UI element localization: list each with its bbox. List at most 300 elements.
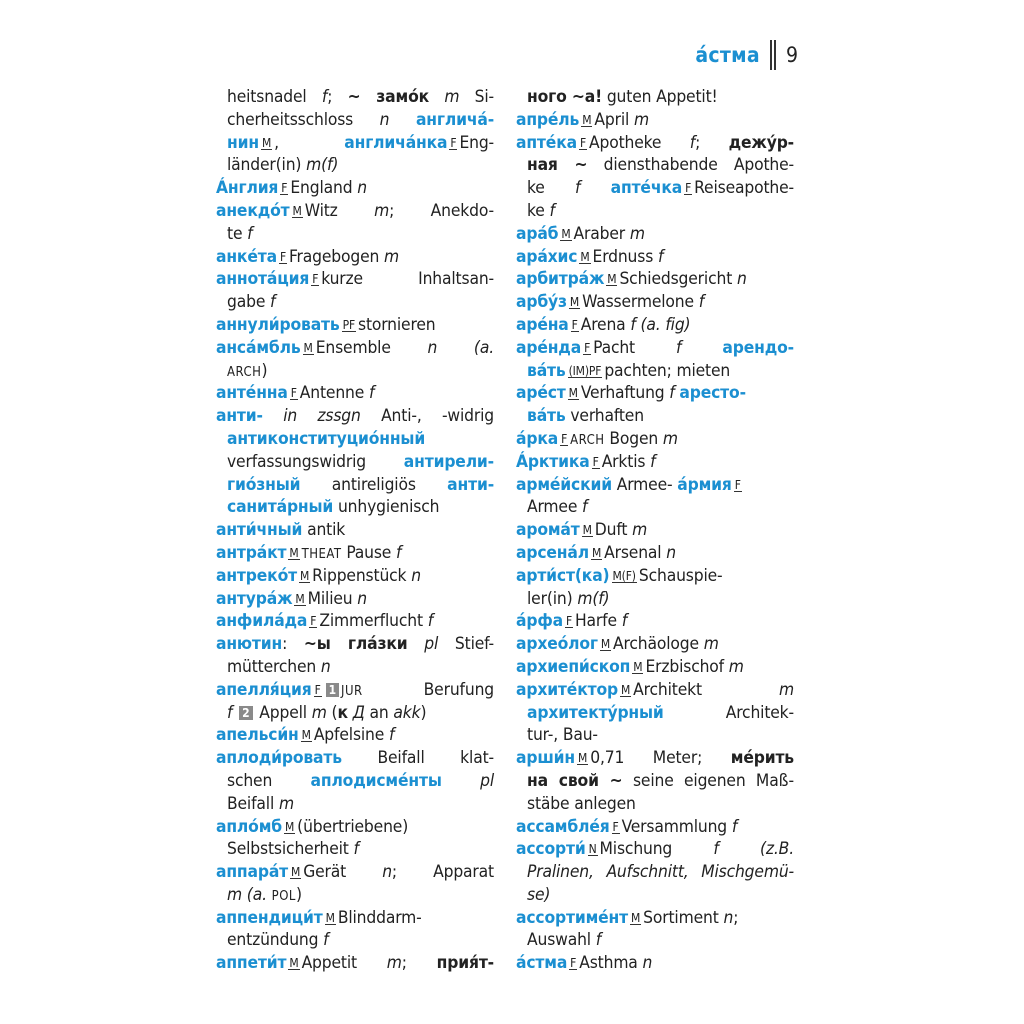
- sense-number: 1: [326, 683, 339, 697]
- dictionary-line: [516, 314, 794, 337]
- entry-text: n: [382, 862, 392, 883]
- gender-label: (IM)PF: [568, 363, 602, 378]
- entry-text: [232, 703, 237, 723]
- headword: Áнглия: [216, 178, 279, 199]
- entry-text: n: [357, 588, 368, 609]
- dictionary-line: [216, 109, 494, 132]
- headword: ассортимéнт: [516, 907, 628, 928]
- dictionary-line: [516, 633, 794, 656]
- gender-label: F: [579, 135, 586, 150]
- headword: Áрктика: [516, 451, 590, 472]
- headword: аромáт: [516, 520, 580, 541]
- left-column: [216, 86, 494, 975]
- headword: аплоди́ровать: [216, 748, 342, 769]
- entry-text: ,: [274, 132, 345, 153]
- dictionary-line: [516, 496, 794, 519]
- gender-label: M: [620, 682, 631, 697]
- headword: арáхис: [516, 246, 578, 267]
- entry-text: m: [384, 246, 400, 267]
- dictionary-line: [516, 542, 794, 565]
- entry-text: f: [676, 337, 682, 358]
- entry-text: se): [527, 884, 551, 905]
- dictionary-line: [216, 747, 494, 770]
- entry-text: f: [595, 930, 602, 951]
- entry-text: Apotheke: [589, 132, 690, 153]
- entry-text: m: [386, 953, 402, 974]
- entry-text: Selbstsicherheit: [227, 839, 354, 860]
- entry-text: f: [427, 611, 434, 632]
- entry-text: Armee: [527, 497, 583, 518]
- entry-text: Wassermelone: [582, 292, 699, 313]
- entry-text: f: [270, 292, 276, 313]
- entry-text: England: [290, 178, 358, 199]
- gender-label: F: [570, 956, 577, 971]
- entry-text: antireligiös: [300, 474, 448, 495]
- dictionary-line: [516, 246, 794, 269]
- headword: арéст: [516, 383, 566, 404]
- headword: антурáж: [216, 588, 293, 609]
- dictionary-line: [216, 724, 494, 747]
- dictionary-line: [216, 929, 494, 952]
- dictionary-line: [516, 816, 794, 839]
- entry-text: Berufung: [362, 679, 494, 700]
- entry-text: m: [728, 656, 744, 677]
- gender-label: F: [571, 317, 578, 332]
- gender-label: F: [561, 431, 568, 446]
- entry-text: Ensemble: [315, 337, 428, 358]
- gender-label: F: [312, 272, 319, 287]
- dictionary-line: [216, 314, 494, 337]
- headword: англичá-: [415, 109, 494, 130]
- headword: апелля́ция: [216, 679, 312, 700]
- dictionary-line: [216, 884, 494, 907]
- dictionary-line: [516, 884, 794, 907]
- dictionary-line: [216, 223, 494, 246]
- entry-text: f (a. fig): [630, 314, 691, 335]
- gender-label: M: [301, 728, 311, 743]
- headword: анкéта: [216, 246, 277, 267]
- gender-label: F: [584, 340, 591, 355]
- gender-label: M: [631, 910, 641, 925]
- dictionary-line: [216, 382, 494, 405]
- dictionary-line: [516, 154, 794, 177]
- entry-text: Pacht: [593, 337, 677, 358]
- dictionary-line: [216, 952, 494, 975]
- entry-text: Auswahl: [527, 930, 596, 951]
- gender-label: M: [568, 386, 578, 401]
- gender-label: M: [591, 545, 602, 560]
- dictionary-line: [516, 610, 794, 633]
- entry-text: cherheitsschloss: [227, 109, 380, 130]
- entry-text: [580, 178, 610, 198]
- entry-text: verfassungswidrig: [227, 451, 404, 472]
- usage-label: THEAT: [301, 546, 342, 562]
- entry-text: Stief-: [438, 634, 494, 655]
- headword: арéна: [516, 314, 569, 335]
- entry-text: ler(in): [527, 588, 578, 609]
- dictionary-line: [216, 200, 494, 223]
- dictionary-line: [216, 702, 494, 725]
- usage-label: ARCH: [570, 432, 605, 448]
- headword: аннотáция: [216, 269, 310, 290]
- dictionary-line: [216, 496, 494, 519]
- entry-text: ного ~а!: [527, 87, 603, 107]
- headword: ансáмбль: [216, 337, 301, 358]
- entry-text: stornieren: [358, 314, 436, 335]
- entry-text: n: [642, 953, 653, 974]
- entry-text: m(f): [577, 588, 610, 609]
- gender-label: M: [578, 751, 588, 766]
- entry-text: Arena: [580, 314, 631, 335]
- dictionary-line: [216, 565, 494, 588]
- headword: апрéль: [516, 109, 580, 130]
- entry-text: m: [629, 223, 645, 244]
- entry-text: Sortiment: [643, 907, 724, 928]
- entry-text: an: [364, 702, 394, 723]
- entry-text: Si-: [459, 87, 494, 107]
- entry-text: Versammlung: [621, 816, 732, 837]
- entry-text: Beifall: [227, 793, 279, 814]
- headword: ассорти́: [516, 839, 586, 860]
- entry-text: April: [594, 109, 634, 130]
- entry-text: Anti-, -widrig: [360, 406, 494, 427]
- entry-text: ~ замóк: [347, 87, 430, 107]
- entry-text: ;: [327, 87, 348, 107]
- entry-text: Gerät: [303, 862, 383, 883]
- dictionary-line: [516, 291, 794, 314]
- entry-text: f: [731, 816, 738, 837]
- headword: арши́н: [516, 748, 576, 769]
- headword: антéнна: [216, 383, 288, 404]
- entry-text: Pralinen, Aufschnitt, Mischgemü-: [527, 862, 794, 883]
- entry-text: Duft: [594, 520, 633, 541]
- headword: анфилáда: [216, 611, 308, 632]
- headword: антирели-: [403, 451, 494, 472]
- entry-text: ;: [401, 953, 437, 974]
- dictionary-line: [216, 679, 494, 702]
- entry-text: m: [703, 634, 719, 655]
- entry-text: мéрить: [730, 748, 794, 769]
- entry-text: Arktis: [601, 451, 651, 472]
- entry-text: Asthma: [579, 953, 643, 974]
- gender-label: F: [612, 819, 619, 834]
- entry-text: f: [689, 132, 696, 153]
- entry-text: прия́т-: [436, 953, 494, 974]
- dictionary-line: [516, 747, 794, 770]
- entry-text: f: [669, 383, 675, 404]
- entry-text: f: [574, 178, 581, 199]
- gender-label: M: [303, 340, 313, 355]
- dictionary-line: [516, 770, 794, 793]
- dictionary-line: [216, 588, 494, 611]
- entry-text: [442, 771, 480, 791]
- dictionary-line: [216, 861, 494, 884]
- usage-label: ARCH: [227, 364, 262, 380]
- entry-text: m: [662, 428, 678, 449]
- headword: áрфа: [516, 611, 563, 632]
- gender-label: F: [565, 614, 572, 629]
- entry-text: m: [278, 793, 294, 814]
- headword: арбу́з: [516, 292, 567, 313]
- headword: англичáнка: [344, 132, 448, 153]
- headword: аппендици́т: [216, 907, 323, 928]
- gender-label: F: [734, 477, 741, 492]
- entry-text: Schauspie-: [638, 565, 723, 586]
- dictionary-line: [216, 838, 494, 861]
- entry-text: Erzbischof: [645, 656, 729, 677]
- entry-text: (: [326, 702, 338, 723]
- gender-label: M: [289, 956, 299, 971]
- entry-text: Beifall klat-: [341, 748, 494, 769]
- dictionary-line: [516, 109, 794, 132]
- dictionary-line: [216, 907, 494, 930]
- entry-text: gabe: [227, 292, 271, 313]
- dictionary-line: [216, 542, 494, 565]
- entry-text: (übertriebene): [297, 816, 409, 837]
- gender-label: M: [295, 591, 305, 606]
- headword: вáть: [527, 406, 566, 427]
- entry-text: pachten; mieten: [604, 360, 731, 381]
- dictionary-line: [216, 177, 494, 200]
- entry-text: Blinddarm-: [337, 907, 422, 928]
- dictionary-line: [516, 588, 794, 611]
- entry-text: pl: [424, 634, 439, 655]
- dictionary-line: [516, 793, 794, 816]
- entry-text: Rippenstück: [312, 565, 412, 586]
- entry-text: [389, 110, 416, 130]
- entry-text: f: [227, 702, 233, 723]
- page-number: 9: [785, 43, 798, 67]
- entry-text: Schiedsgericht: [619, 269, 737, 290]
- headword: áрка: [516, 428, 559, 449]
- entry-text: länder(in): [227, 155, 307, 176]
- entry-text: f: [657, 246, 664, 267]
- entry-text: Witz: [304, 200, 375, 221]
- dictionary-line: [516, 405, 794, 428]
- gender-label: M: [289, 545, 299, 560]
- headword: апельси́н: [216, 725, 299, 746]
- entry-text: m: [444, 87, 460, 107]
- headword: аплодисмéнты: [310, 770, 442, 791]
- entry-text: tur-, Bau-: [527, 725, 598, 746]
- headword: аппети́т: [216, 953, 287, 974]
- dictionary-line: [516, 360, 794, 383]
- entry-text: Arsenal: [604, 542, 667, 563]
- headword: нин: [227, 132, 259, 153]
- gender-label: M: [580, 249, 590, 264]
- headword: анти-: [447, 474, 494, 495]
- entry-text: heitsnadel: [227, 87, 322, 107]
- entry-text: ke: [527, 200, 550, 221]
- entry-text: Appell: [254, 702, 312, 723]
- entry-text: f: [247, 223, 253, 244]
- dictionary-line: [516, 907, 794, 930]
- gender-label: M: [607, 272, 617, 287]
- entry-text: Architekt: [633, 679, 779, 700]
- entry-text: на свой ~: [527, 770, 623, 791]
- entry-text: Bogen: [604, 428, 663, 449]
- entry-text: [408, 634, 425, 654]
- entry-text: f: [388, 725, 395, 746]
- entry-text: Milieu: [307, 588, 358, 609]
- dictionary-line: [516, 337, 794, 360]
- gender-label: F: [314, 682, 321, 697]
- dictionary-line: [216, 656, 494, 679]
- entry-text: antik: [302, 520, 346, 541]
- gender-label: M: [633, 659, 643, 674]
- entry-text: kurze Inhaltsan-: [321, 269, 494, 290]
- entry-text: Fragebogen: [289, 246, 385, 267]
- headword: санитáрный: [227, 497, 334, 518]
- headword: арéнда: [516, 337, 582, 358]
- entry-text: f: [368, 383, 375, 404]
- dictionary-line: [216, 132, 494, 155]
- headword: аннули́ровать: [216, 314, 340, 335]
- entry-text: [681, 338, 722, 358]
- dictionary-line: [216, 246, 494, 269]
- gender-label: F: [450, 135, 457, 150]
- sense-number: 2: [239, 706, 252, 720]
- entry-text: n: [723, 907, 734, 928]
- dictionary-line: [516, 656, 794, 679]
- gender-label: M(F): [612, 568, 636, 583]
- headword: вáть: [527, 360, 566, 381]
- gender-label: M: [261, 135, 272, 150]
- dictionary-line: [216, 451, 494, 474]
- entry-text: n: [666, 542, 676, 563]
- dictionary-line: [216, 268, 494, 291]
- headword: аптéка: [516, 132, 577, 153]
- dictionary-line: [216, 610, 494, 633]
- dictionary-line: [516, 861, 794, 884]
- entry-text: ; Apparat: [391, 862, 494, 883]
- gender-label: M: [284, 819, 295, 834]
- gender-label: F: [290, 386, 297, 401]
- dictionary-line: [216, 633, 494, 656]
- right-column: [516, 86, 794, 975]
- headword: антиконституциóнный: [227, 428, 426, 449]
- entry-text: ): [261, 360, 268, 381]
- entry-text: n: [320, 656, 331, 677]
- headword: анти́чный: [216, 520, 303, 541]
- entry-text: m (a.: [227, 884, 272, 905]
- headword: армéйский: [516, 474, 612, 495]
- dictionary-line: [516, 474, 794, 497]
- dictionary-line: [516, 200, 794, 223]
- dictionary-line: [216, 428, 494, 451]
- entry-text: Eng-: [459, 132, 494, 153]
- headword: арсенáл: [516, 542, 589, 563]
- headword: археóлог: [516, 634, 598, 655]
- entry-text: Harfe: [575, 611, 622, 632]
- dictionary-line: [216, 770, 494, 793]
- entry-text: f: [353, 839, 359, 860]
- headword: архиепи́скоп: [516, 656, 631, 677]
- entry-text: Araber: [573, 223, 630, 244]
- dictionary-line: [216, 474, 494, 497]
- gender-label: F: [281, 181, 288, 196]
- gender-label: M: [299, 568, 310, 583]
- entry-text: :: [282, 634, 304, 655]
- headword: аптéчка: [610, 178, 683, 199]
- running-header: [695, 38, 798, 72]
- dictionary-line: [216, 154, 494, 177]
- gender-label: M: [600, 637, 611, 652]
- dictionary-line: [216, 405, 494, 428]
- entry-text: f (z.B.: [713, 839, 794, 860]
- entry-text: mütterchen: [227, 656, 321, 677]
- entry-text: pl: [480, 770, 494, 791]
- entry-text: f: [323, 930, 329, 951]
- entry-text: n: [379, 109, 390, 130]
- entry-text: te: [227, 223, 248, 244]
- dictionary-line: [516, 519, 794, 542]
- headword: аппарáт: [216, 862, 289, 883]
- headword: анти-: [216, 406, 263, 427]
- entry-text: f: [321, 87, 328, 107]
- gender-label: M: [569, 295, 580, 310]
- entry-text: diensthabende Apothe-: [587, 155, 794, 176]
- entry-text: Verhaftung: [580, 383, 670, 404]
- entry-text: f: [621, 611, 628, 632]
- headword: архитéктор: [516, 679, 618, 700]
- entry-text: Architek-: [663, 702, 794, 723]
- gender-label: PF: [342, 317, 355, 332]
- headword: архитекту́рный: [527, 702, 664, 723]
- gender-label: M: [292, 203, 302, 218]
- gender-label: M: [582, 112, 592, 127]
- entry-text: ная ~: [527, 155, 588, 176]
- entry-text: f: [549, 200, 555, 221]
- dictionary-line: [216, 291, 494, 314]
- gender-label: F: [310, 614, 317, 629]
- entry-text: schen: [227, 770, 311, 791]
- entry-text: n: [357, 178, 367, 199]
- entry-text: к: [337, 702, 348, 723]
- entry-text: Apfelsine: [313, 725, 389, 746]
- dictionary-line: [516, 177, 794, 200]
- dictionary-line: [516, 268, 794, 291]
- gender-label: N: [588, 842, 597, 857]
- entry-text: дежу́р-: [728, 132, 794, 153]
- entry-text: m(f): [306, 155, 339, 176]
- entry-text: Antenne: [299, 383, 369, 404]
- entry-text: stäbe anlegen: [527, 793, 636, 814]
- dictionary-line: [516, 838, 794, 861]
- headword: áстма: [516, 953, 568, 974]
- headword: антрáкт: [216, 542, 287, 563]
- dictionary-line: [216, 519, 494, 542]
- entry-text: Armee-: [611, 474, 678, 495]
- dictionary-line: [216, 337, 494, 360]
- dictionary-line: [516, 565, 794, 588]
- gender-label: F: [279, 249, 286, 264]
- dictionary-line: [516, 929, 794, 952]
- entry-text: m: [779, 679, 794, 700]
- entry-text: m: [632, 520, 648, 541]
- dictionary-line: [516, 86, 794, 109]
- entry-text: Reiseapothe-: [694, 178, 794, 199]
- entry-text: [263, 406, 283, 426]
- gender-label: M: [325, 910, 335, 925]
- headword: ассамблéя: [516, 816, 610, 837]
- gender-label: F: [685, 181, 692, 196]
- entry-text: m: [633, 109, 649, 130]
- entry-text: Pause: [341, 542, 397, 563]
- entry-text: ;: [733, 907, 739, 928]
- header-headword: áстма: [695, 43, 760, 67]
- entry-text: ): [295, 884, 302, 905]
